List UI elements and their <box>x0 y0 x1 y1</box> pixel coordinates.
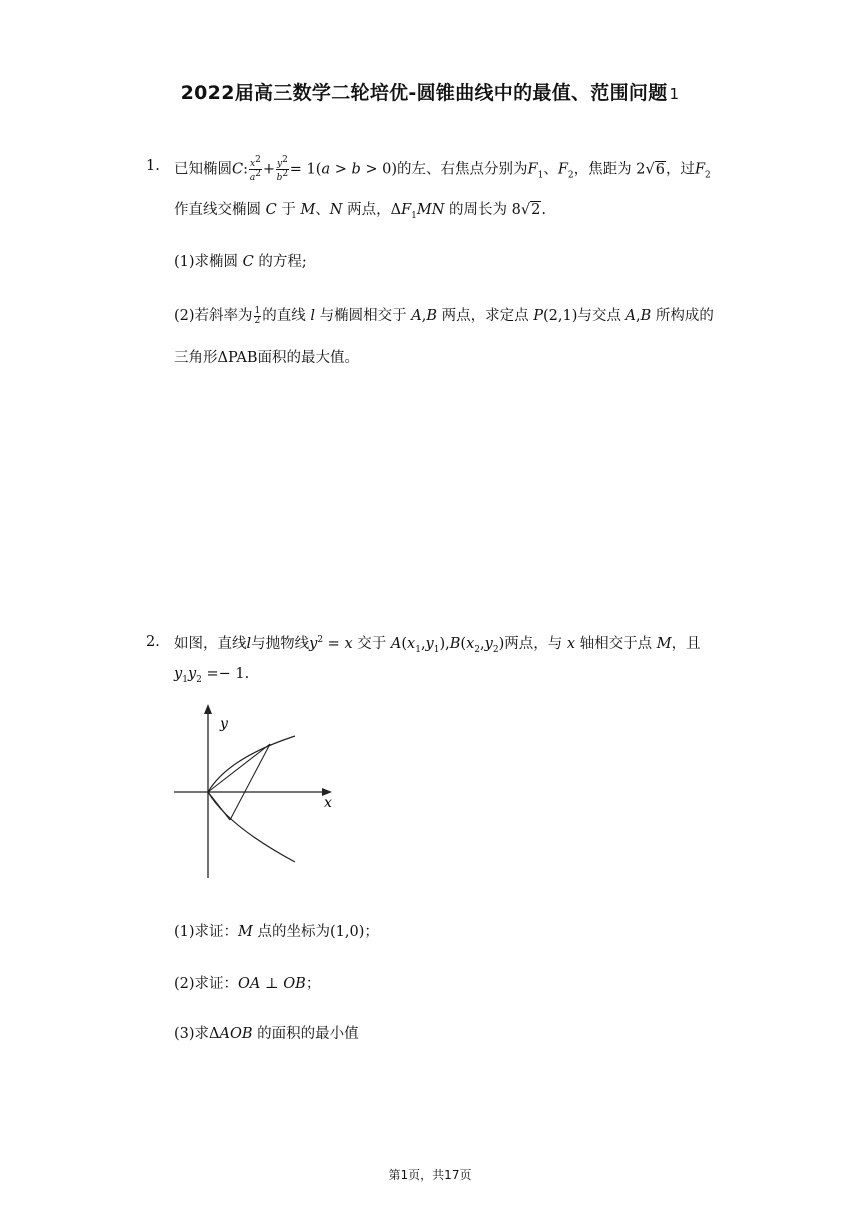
question-2-number: 2. <box>146 634 160 650</box>
question-1-part-2-line-1: (2)若斜率为 $\frac{1}{2}$ 的直线 l 与椭圆相交于 A,B 两点，求定点 P(2,1)与交点 A,B 所构成的 <box>174 305 714 326</box>
chord-oa <box>208 744 270 792</box>
y-axis-label: y <box>220 716 228 732</box>
question-2-part-1: (1)求证：M 点的坐标为(1,0)； <box>174 924 379 940</box>
question-1-part-2-line-2: 三角形ΔPAB面积的最大值。 <box>174 350 360 366</box>
question-1-line-2: 作直线交椭圆 C 于 M、N 两点，$\Delta F_1MN$ 的周长为 8√2. <box>174 202 546 221</box>
x-axis-label: x <box>324 795 332 811</box>
page-title: 2022届高三数学二轮培优-圆锥曲线中的最值、范围问题 1 <box>180 82 680 104</box>
chord-ob <box>208 792 230 820</box>
page-footer: 第1页，共17页 <box>388 1168 472 1182</box>
question-2-line-1: 如图，直线l与抛物线$y^2 = x$ 交于 $A(x_1,y_1),B(x_2,y_2)$两点，与 x 轴相交于点 M，且 <box>174 635 701 655</box>
question-2-part-3: (3)求ΔAOB 的面积的最小值 <box>174 1026 359 1042</box>
question-2-part-2: (2)求证：OA ⊥ OB； <box>174 976 321 992</box>
parabola-curve <box>208 736 295 862</box>
question-2-line-2: $y_1y_2 =- 1$. <box>174 666 250 685</box>
question-1-line-1: 已知椭圆C: $\frac{x^2}{a^2}$ + $\frac{y^2}{b^2}$ = 1(a > b > 0)的左、右焦点分别为$F_1$、$F_2$，焦距为 2√6，过$F_2$ <box>174 155 711 183</box>
question-1-part-1: (1)求椭圆 C 的方程; <box>174 254 307 270</box>
y-axis-arrow <box>204 704 212 714</box>
question-1-number: 1. <box>146 158 160 174</box>
parabola-figure <box>170 702 340 882</box>
